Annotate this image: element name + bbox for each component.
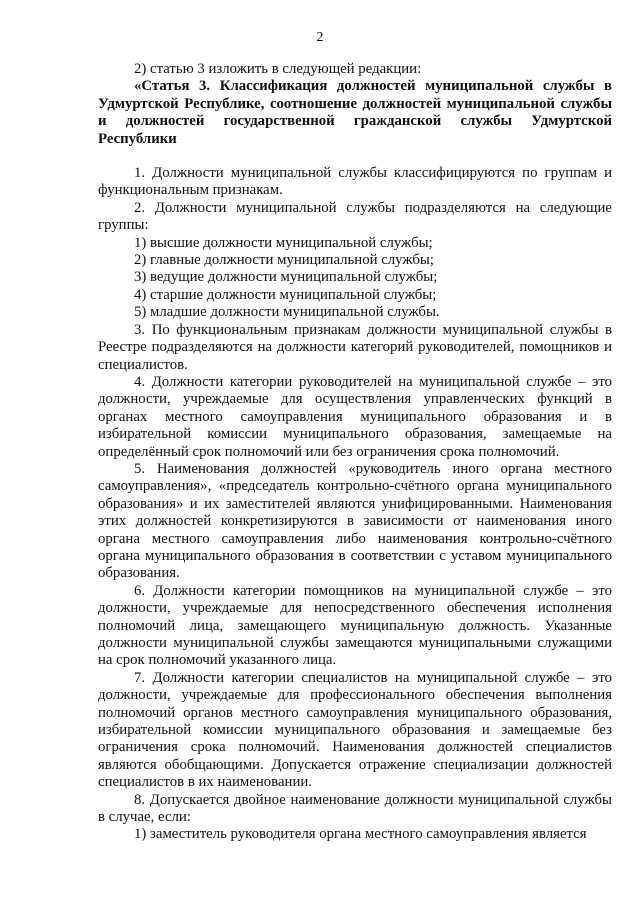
paragraph-3: 3. По функциональным признакам должности муниципальной службы в Реестре подразделяются на должности категорий руководителей, помощников и специалистов.: [98, 321, 612, 373]
paragraph-8: 8. Допускается двойное наименование должности муниципальной службы в случае, если:: [98, 791, 612, 826]
paragraph-2: 2. Должности муниципальной службы подразделяются на следующие группы:: [98, 199, 612, 234]
intro-paragraph: 2) статью 3 изложить в следующей редакции:: [134, 61, 422, 77]
paragraph-7: 7. Должности категории специалистов на муниципальной службе – это должности, учреждаемые для профессионального обеспечения выполнения полномочий органов местного самоуправления муниципального образования, избирательной комиссии муниципального образования и замещаемые без ограничения срока полномочий. Наименования должностей специалистов являются обобщающими. Допускается отражение специализации должностей специалистов в их наименовании.: [98, 669, 612, 791]
page-number: 2: [316, 30, 324, 45]
list-item: 1) высшие должности муниципальной службы;: [134, 234, 433, 251]
document-body: [98, 61, 612, 844]
article-heading: «Статья 3. Классификация должностей муниципальной службы в Удмуртской Республике, соотношение должностей муниципальной службы и должностей государственной гражданской службы Удмуртской Республики: [98, 78, 612, 147]
list-item: 4) старшие должности муниципальной службы;: [134, 286, 437, 303]
spacer: [98, 148, 612, 165]
paragraph-6: 6. Должности категории помощников на муниципальной службе – это должности, учреждаемые для непосредственного обеспечения исполнения полномочий лица, замещающего муниципальную должность. Указанные должности муниципальной службы замещаются муниципальными служащими на срок полномочий указанного лица.: [98, 582, 612, 669]
list-item: 2) главные должности муниципальной службы;: [134, 252, 434, 269]
paragraph-8-item-1: 1) заместитель руководителя органа местного самоуправления является: [134, 826, 587, 843]
paragraph-4: 4. Должности категории руководителей на муниципальной службе – это должности, учреждаемые для осуществления управленческих функций в органах местного самоуправления муниципального образования и в избирательной комиссии муниципального образования, замещаемые на определённый срок полномочий или без ограничения срока полномочий.: [98, 373, 612, 460]
groups-list: [98, 235, 612, 322]
list-item: 5) младшие должности муниципальной службы.: [134, 304, 440, 321]
paragraph-1: 1. Должности муниципальной службы классифицируются по группам и функциональным признакам.: [98, 165, 612, 199]
paragraph-5: 5. Наименования должностей «руководитель иного органа местного самоуправления», «председатель контрольно-счётного органа муниципального образования» и их заместителей являются унифицированными. Наименования этих должностей конкретизируются в зависимости от наименования иного органа местного самоуправления либо наименования контрольно-счётного органа муниципального образования в соответствии с уставом муниципального образования.: [98, 460, 612, 582]
list-item: 3) ведущие должности муниципальной службы;: [134, 269, 438, 286]
